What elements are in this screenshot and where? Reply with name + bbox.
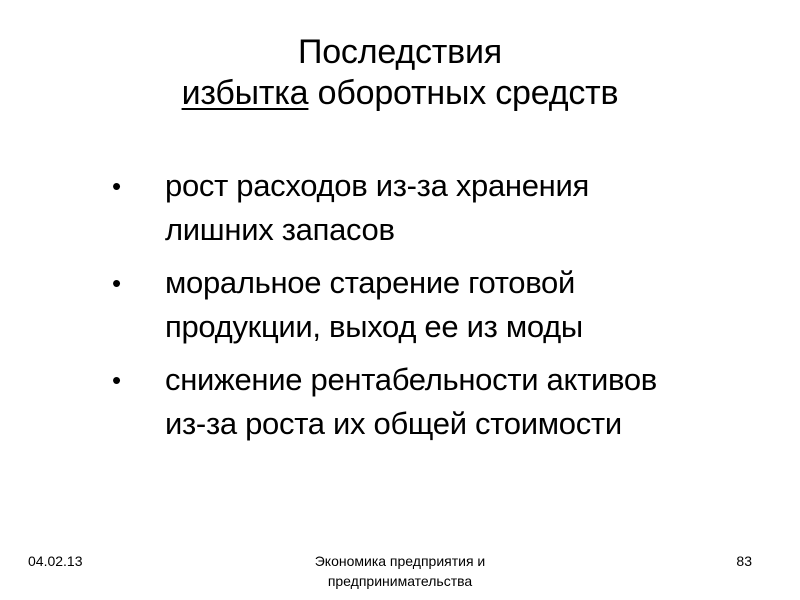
title-line-2 <box>0 73 800 114</box>
bullet-item <box>0 358 800 446</box>
title-underlined-word: избытка <box>181 74 309 112</box>
footer-course-title-line-1: Экономика предприятия и <box>314 553 486 569</box>
bullet-icon: • <box>112 171 121 201</box>
bullet-list <box>0 164 800 455</box>
bullet-text-line: рост расходов из-за хранения <box>165 168 589 203</box>
bullet-text-line: из-за роста их общей стоимости <box>165 406 622 441</box>
footer-course-title <box>250 551 550 591</box>
title-line-1: Последствия <box>297 33 503 71</box>
title-line-2-rest: оборотных средств <box>308 74 619 112</box>
bullet-text <box>165 261 770 349</box>
bullet-item <box>0 261 800 349</box>
bullet-text-line: снижение рентабельности активов <box>165 362 657 397</box>
bullet-item <box>0 164 800 252</box>
bullet-icon: • <box>112 268 121 298</box>
footer-date: 04.02.13 <box>28 553 83 569</box>
bullet-text-line: моральное старение готовой <box>165 265 576 300</box>
slide-title <box>0 32 800 114</box>
bullet-icon: • <box>112 365 121 395</box>
footer-course-title-line-2: предпринимательства <box>327 573 473 589</box>
footer-page-number: 83 <box>736 553 752 569</box>
bullet-text-line: лишних запасов <box>165 212 395 247</box>
bullet-text <box>165 358 770 446</box>
bullet-text <box>165 164 770 252</box>
bullet-text-line: продукции, выход ее из моды <box>165 309 583 344</box>
